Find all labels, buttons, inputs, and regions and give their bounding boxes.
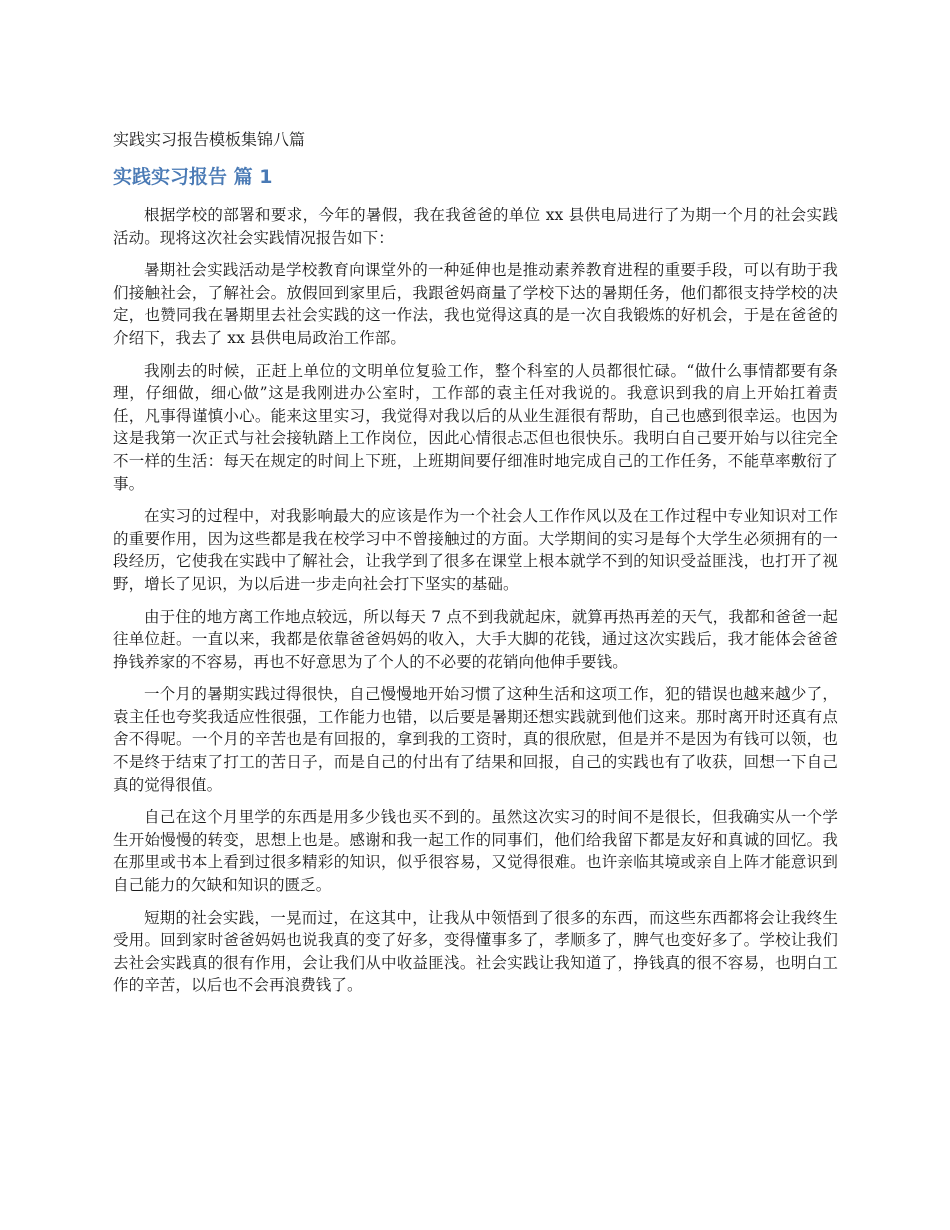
paragraph-4: 在实习的过程中，对我影响最大的应该是作为一个社会人工作作风以及在工作过程中专业知识对工作的重要作用，因为这些都是我在校学习中不曾接触过的方面。大学期间的实习是每个大学生必须拥有的一段经历，它使我在实践中了解社会，让我学到了很多在课堂上根本就学不到的知识受益匪浅，也打开了视野，增长了见识，为以后进一步走向社会打下坚实的基础。 [113,507,838,593]
document-title: 实践实习报告模板集锦八篇 [113,130,306,149]
paragraph-8: 短期的社会实践，一晃而过，在这其中，让我从中领悟到了很多的东西，而这些东西都将会让我终生受用。回到家时爸爸妈妈也说我真的变了好多，变得懂事多了，孝顺多了，脾气也变好多了。学校让我们去社会实践真的很有作用，会让我们从中收益匪浅。社会实践让我知道了，挣钱真的很不容易，也明白工作的辛苦，以后也不会再浪费钱了。 [113,908,838,995]
document-page [113,118,838,1007]
paragraph-1: 根据学校的部署和要求，今年的暑假，我在我爸爸的单位 xx 县供电局进行了为期一个月的社会实践活动。现将这次社会实践情况报告如下： [113,206,838,247]
paragraph-2: 暑期社会实践活动是学校教育向课堂外的一种延伸也是推动素养教育进程的重要手段，可以有助于我们接触社会，了解社会。放假回到家里后，我跟爸妈商量了学校下达的暑期任务，他们都很支持学校的决定，也赞同我在暑期里去社会实践的这一作法，我也觉得这真的是一次自我锻炼的好机会，于是在爸爸的介绍下，我去了 xx 县供电局政治工作部。 [113,261,838,347]
paragraph-7: 自己在这个月里学的东西是用多少钱也买不到的。虽然这次实习的时间不是很长，但我确实从一个学生开始慢慢的转变，思想上也是。感谢和我一起工作的同事们，他们给我留下都是友好和真诚的回忆。我在那里或书本上看到过很多精彩的知识，似乎很容易，又觉得很难。也许亲临其境或亲自上阵才能意识到自己能力的欠缺和知识的匮乏。 [113,808,838,895]
section-heading: 实践实习报告 篇 1 [113,166,273,188]
paragraph-6: 一个月的暑期实践过得很快，自己慢慢地开始习惯了这种生活和这项工作，犯的错误也越来越少了，袁主任也夸奖我适应性很强，工作能力也错，以后要是暑期还想实践就到他们这来。那时离开时还真有点舍不得呢。一个月的辛苦也是有回报的，拿到我的工资时，真的很欣慰，但是并不是因为有钱可以领，也不是终于结束了打工的苦日子，而是自己的付出有了结果和回报，自己的实践也有了收获，回想一下自己真的觉得很值。 [113,685,838,794]
paragraph-3: 我刚去的时候，正赶上单位的文明单位复验工作，整个科室的人员都很忙碌。“做什么事情都要有条理，仔细做，细心做”这是我刚进办公室时，工作部的袁主任对我说的。我意识到我的肩上开始扛着责任，凡事得谨慎小心。能来这里实习，我觉得对我以后的从业生涯很有帮助，自己也感到很幸运。也因为这是我第一次正式与社会接轨踏上工作岗位，因此心情很忐忑但也很快乐。我明白自己要开始与以往完全不一样的生活：每天在规定的时间上下班，上班期间要仔细准时地完成自己的工作任务，不能草率敷衍了事。 [113,361,838,493]
paragraph-5: 由于住的地方离工作地点较远，所以每天 7 点不到我就起床，就算再热再差的天气，我都和爸爸一起往单位赶。一直以来，我都是依靠爸爸妈妈的收入，大手大脚的花钱，通过这次实践后，我才能体会爸爸挣钱养家的不容易，再也不好意思为了个人的不必要的花销向他伸手要钱。 [113,607,838,671]
